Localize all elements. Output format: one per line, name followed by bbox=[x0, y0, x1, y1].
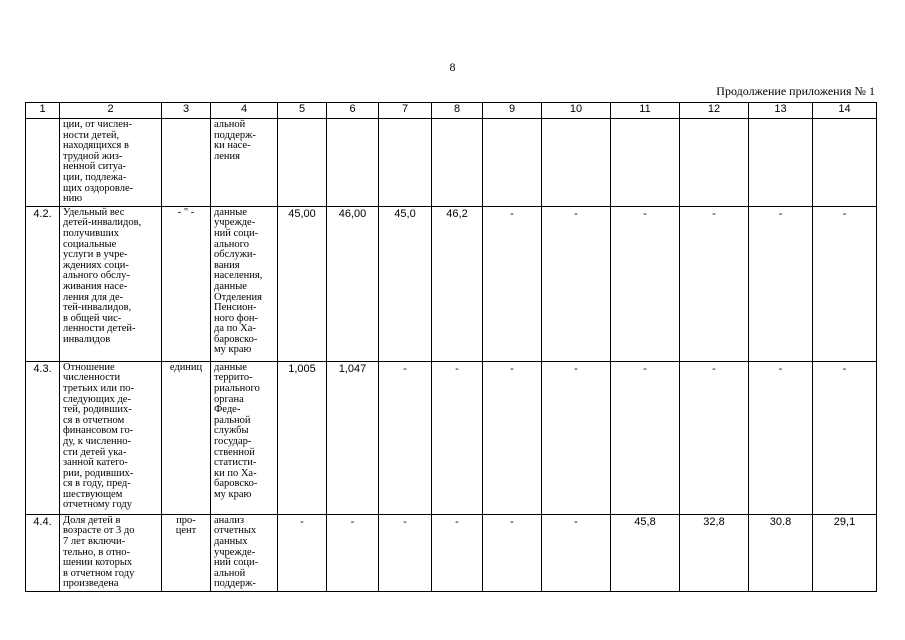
value-cell bbox=[432, 119, 483, 207]
data-source: анализ отчетных данных учрежде- ний соци- альной поддерж- bbox=[211, 514, 278, 591]
unit-of-measure: про- цент bbox=[162, 514, 211, 591]
value-cell: - bbox=[542, 206, 611, 361]
value-cell bbox=[278, 119, 327, 207]
indicator-name: Отношение численности третьих или по- следующих де- тей, родивших- ся в отчетном финансовом го- ду, к численно- сти детей ука- занной катего- рии, родивших- ся в году, пред- шествующем отчетному году bbox=[60, 361, 162, 514]
header-cell: 1 bbox=[26, 103, 60, 119]
value-cell: - bbox=[483, 514, 542, 591]
value-cell: 1,005 bbox=[278, 361, 327, 514]
value-cell: - bbox=[432, 361, 483, 514]
value-cell bbox=[680, 119, 749, 207]
indicator-name: ции, от числен- ности детей, находящихся в трудной жиз- ненной ситуа- ции, подлежа- щих оздоровле- нию bbox=[60, 119, 162, 207]
header-cell: 5 bbox=[278, 103, 327, 119]
data-source: данные террито- риального органа Феде- ральной службы государ- ственной статисти- ки по Ха- баровско- му краю bbox=[211, 361, 278, 514]
header-cell: 12 bbox=[680, 103, 749, 119]
value-cell: 45,8 bbox=[611, 514, 680, 591]
value-cell: 46,00 bbox=[327, 206, 379, 361]
appendix-continuation-note: Продолжение приложения № 1 bbox=[716, 84, 875, 98]
value-cell: - bbox=[749, 361, 813, 514]
value-cell: - bbox=[379, 361, 432, 514]
header-cell: 7 bbox=[379, 103, 432, 119]
row-number: 4.2. bbox=[26, 206, 60, 361]
header-row bbox=[26, 103, 877, 119]
table-row bbox=[26, 514, 877, 591]
value-cell: - bbox=[813, 206, 877, 361]
indicator-name: Удельный вес детей-инвалидов, получивших социальные услуги в учре- ждениях соци- ального обслу- живания насе- ления для де- тей-инвалидов, в общей чис- ленности детей- инвалидов bbox=[60, 206, 162, 361]
value-cell: - bbox=[542, 514, 611, 591]
value-cell: 1,047 bbox=[327, 361, 379, 514]
value-cell bbox=[542, 119, 611, 207]
page-number: 8 bbox=[449, 60, 456, 74]
value-cell: - bbox=[680, 206, 749, 361]
value-cell: - bbox=[813, 361, 877, 514]
data-source: данные учрежде- ний соци- ального обслужи- вания населения, данные Отделения Пенсион- ного фон- да по Ха- баровско- му краю bbox=[211, 206, 278, 361]
header-cell: 8 bbox=[432, 103, 483, 119]
value-cell bbox=[327, 119, 379, 207]
value-cell: 45,00 bbox=[278, 206, 327, 361]
value-cell: - bbox=[483, 206, 542, 361]
header-cell: 13 bbox=[749, 103, 813, 119]
value-cell: - bbox=[680, 361, 749, 514]
value-cell: - bbox=[611, 206, 680, 361]
value-cell: - bbox=[542, 361, 611, 514]
value-cell: - bbox=[379, 514, 432, 591]
row-number: 4.3. bbox=[26, 361, 60, 514]
value-cell: 30.8 bbox=[749, 514, 813, 591]
value-cell: - bbox=[749, 206, 813, 361]
header-cell: 4 bbox=[211, 103, 278, 119]
header-cell: 10 bbox=[542, 103, 611, 119]
value-cell bbox=[611, 119, 680, 207]
header-cell: 14 bbox=[813, 103, 877, 119]
value-cell: 32,8 bbox=[680, 514, 749, 591]
table-row bbox=[26, 206, 877, 361]
value-cell: - bbox=[611, 361, 680, 514]
row-number: 4.4. bbox=[26, 514, 60, 591]
indicators-table bbox=[25, 102, 877, 592]
table-row bbox=[26, 119, 877, 207]
value-cell: - bbox=[483, 361, 542, 514]
table-row bbox=[26, 361, 877, 514]
value-cell: 29,1 bbox=[813, 514, 877, 591]
value-cell: - bbox=[327, 514, 379, 591]
header-cell: 11 bbox=[611, 103, 680, 119]
unit-of-measure: единиц bbox=[162, 361, 211, 514]
value-cell bbox=[379, 119, 432, 207]
value-cell: - bbox=[278, 514, 327, 591]
indicator-name: Доля детей в возрасте от 3 до 7 лет включи- тельно, в отно- шении которых в отчетном году произведена bbox=[60, 514, 162, 591]
header-cell: 2 bbox=[60, 103, 162, 119]
value-cell: 45,0 bbox=[379, 206, 432, 361]
header-cell: 9 bbox=[483, 103, 542, 119]
row-number bbox=[26, 119, 60, 207]
value-cell bbox=[749, 119, 813, 207]
header-cell: 6 bbox=[327, 103, 379, 119]
value-cell: 46,2 bbox=[432, 206, 483, 361]
value-cell: - bbox=[432, 514, 483, 591]
header-cell: 3 bbox=[162, 103, 211, 119]
value-cell bbox=[483, 119, 542, 207]
unit-of-measure bbox=[162, 119, 211, 207]
data-source: альной поддерж- ки насе- ления bbox=[211, 119, 278, 207]
value-cell bbox=[813, 119, 877, 207]
unit-of-measure: - " - bbox=[162, 206, 211, 361]
